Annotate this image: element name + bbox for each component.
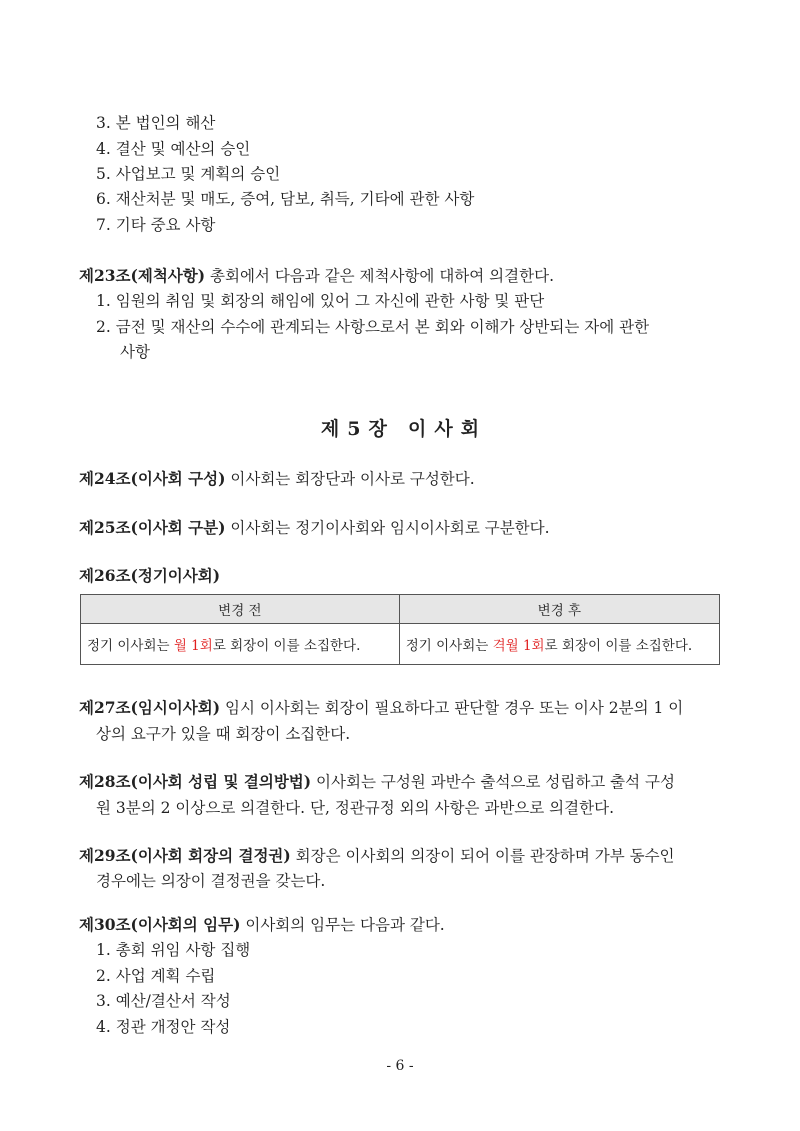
list-item: 6. 재산처분 및 매도, 증여, 담보, 취득, 기타에 관한 사항 [96, 190, 475, 208]
article-heading: 제24조(이사회 구성) [79, 469, 226, 488]
article-heading: 제28조(이사회 성립 및 결의방법) [79, 772, 312, 791]
highlight-text: 격월 1회 [492, 638, 545, 654]
list-item-continuation: 사항 [120, 343, 150, 361]
list-item: 2. 사업 계획 수립 [96, 967, 216, 985]
table-header-before: 변경 전 [81, 595, 400, 624]
article-heading: 제23조(제척사항) [79, 266, 206, 285]
highlight-text: 월 1회 [173, 638, 213, 654]
list-item: 7. 기타 중요 사항 [96, 216, 216, 234]
amendment-table [80, 594, 720, 665]
article-29 [79, 845, 675, 867]
article-heading: 제30조(이사회의 임무) [79, 915, 241, 934]
article-heading: 제25조(이사회 구분) [79, 518, 226, 537]
list-item: 1. 임원의 취임 및 회장의 해임에 있어 그 자신에 관한 사항 및 판단 [96, 292, 545, 310]
article-28 [79, 771, 675, 793]
article-continuation: 원 3분의 2 이상으로 의결한다. 단, 정관규정 외의 사항은 과반으로 의결한다. [96, 799, 614, 817]
article-text: 이사회의 임무는 다음과 같다. [240, 916, 445, 934]
article-heading: 제27조(임시이사회) [79, 698, 221, 717]
list-item: 4. 정관 개정안 작성 [96, 1018, 231, 1036]
list-item: 5. 사업보고 및 계획의 승인 [96, 165, 281, 183]
article-27 [79, 697, 683, 719]
article-24 [79, 468, 475, 490]
article-25 [79, 517, 550, 539]
table-cell-before: 정기 이사회는 월 1회로 회장이 이를 소집한다. [81, 624, 400, 665]
list-item: 3. 본 법인의 해산 [96, 114, 216, 132]
list-item: 2. 금전 및 재산의 수수에 관계되는 사항으로서 본 회와 이해가 상반되는 자에 관한 [96, 318, 650, 336]
list-item: 4. 결산 및 예산의 승인 [96, 140, 251, 158]
article-continuation: 상의 요구가 있을 때 회장이 소집한다. [96, 725, 351, 743]
article-text: 회장은 이사회의 의장이 되어 이를 관장하며 가부 동수인 [290, 847, 675, 865]
article-continuation: 경우에는 의장이 결정권을 갖는다. [96, 872, 326, 890]
table-row [81, 624, 720, 665]
article-heading: 제29조(이사회 회장의 결정권) [79, 846, 291, 865]
article-text: 임시 이사회는 회장이 필요하다고 판단할 경우 또는 이사 2분의 1 이 [220, 699, 684, 717]
chapter-title: 제 5 장 이 사 회 [320, 418, 480, 440]
article-text: 이사회는 구성원 과반수 출석으로 성립하고 출석 구성 [311, 773, 676, 791]
article-text: 총회에서 다음과 같은 제척사항에 대하여 의결한다. [205, 267, 555, 285]
article-23 [79, 265, 554, 287]
table-header-after: 변경 후 [399, 595, 719, 624]
table-cell-after: 정기 이사회는 격월 1회로 회장이 이를 소집한다. [399, 624, 719, 665]
article-text: 이사회는 회장단과 이사로 구성한다. [225, 470, 475, 488]
article-heading: 제26조(정기이사회) [79, 566, 221, 585]
list-item: 3. 예산/결산서 작성 [96, 992, 231, 1010]
article-26 [79, 565, 220, 587]
page-number: - 6 - [386, 1058, 414, 1074]
list-item: 1. 총회 위임 사항 집행 [96, 941, 251, 959]
article-30 [79, 914, 445, 936]
article-text: 이사회는 정기이사회와 임시이사회로 구분한다. [225, 519, 550, 537]
